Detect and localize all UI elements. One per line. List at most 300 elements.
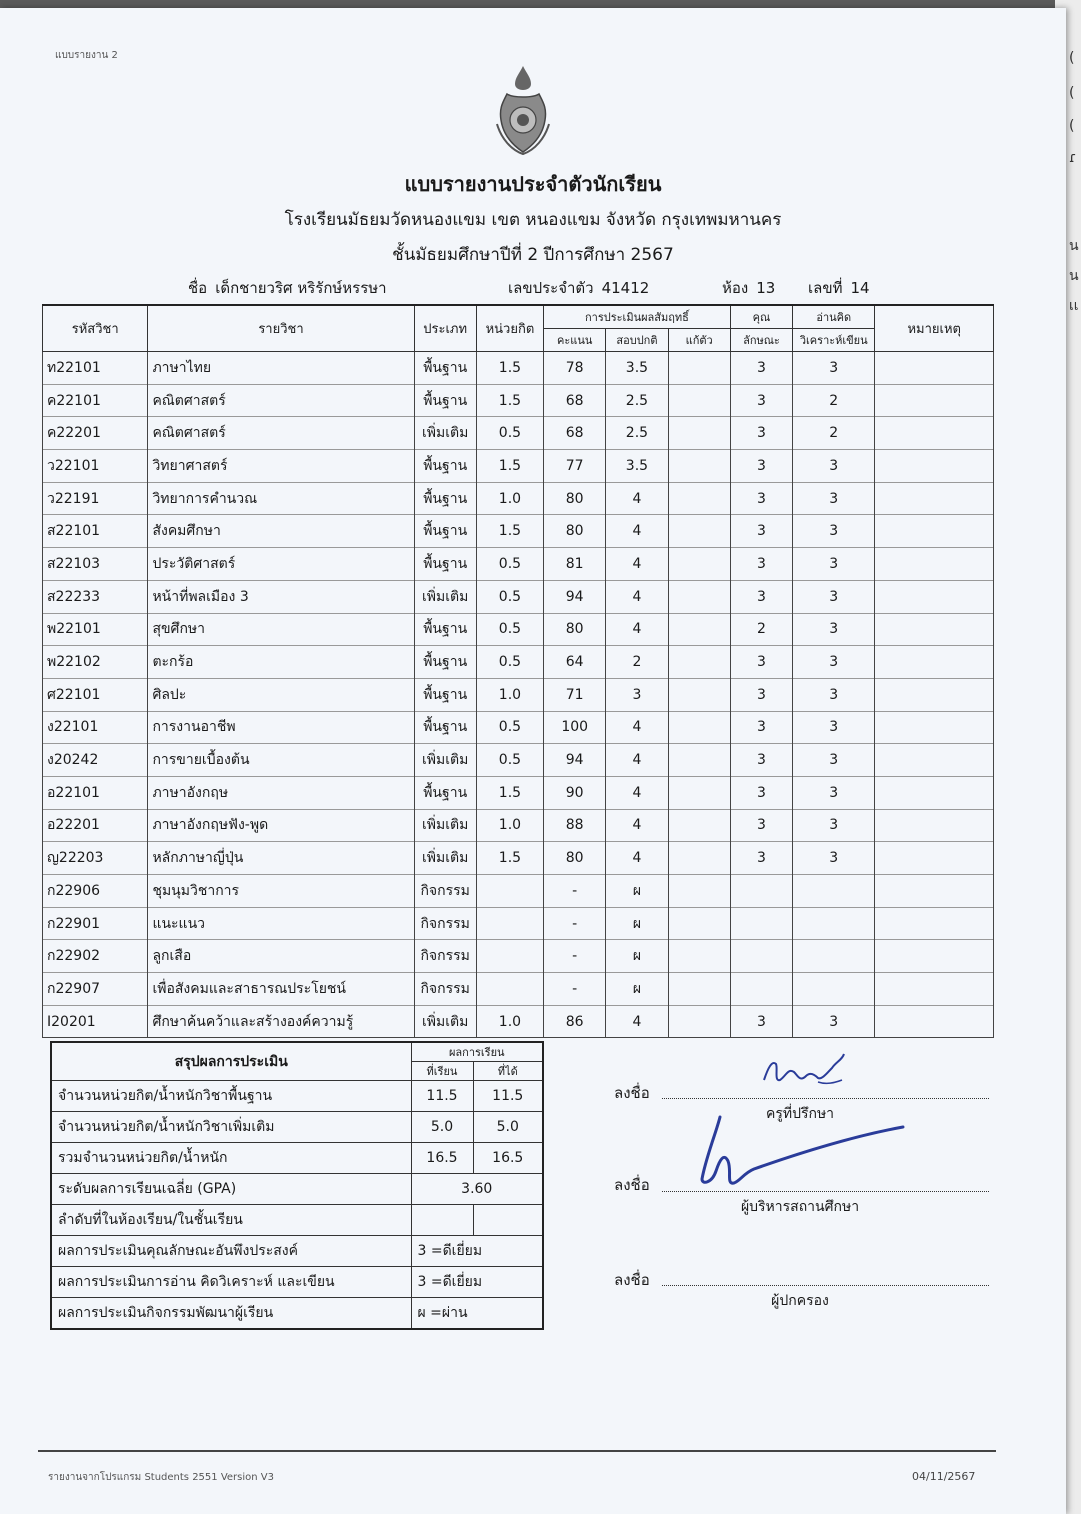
- subject-type: พื้นฐาน: [414, 646, 476, 679]
- school-line: โรงเรียนมัธยมวัดหนองแขม เขต หนองแขม จังหวัด กรุงเทพมหานคร: [284, 210, 782, 230]
- summary-row-label: รวมจำนวนหน่วยกิต/น้ำหนัก: [51, 1143, 411, 1174]
- director-sign-label: ลงชื่อ: [614, 1176, 650, 1194]
- parent-sign-label: ลงชื่อ: [614, 1271, 650, 1289]
- subject-reading: 3: [793, 744, 875, 777]
- subject-code: ก22906: [43, 875, 148, 908]
- subject-retake: [668, 646, 730, 679]
- subject-grade: 4: [606, 548, 668, 581]
- summary-earned-header: ที่ได้: [473, 1062, 543, 1081]
- subject-code: ญ22203: [43, 842, 148, 875]
- subject-remark: [875, 842, 994, 875]
- subject-retake: [668, 776, 730, 809]
- subject-remark: [875, 809, 994, 842]
- subject-name: ภาษาอังกฤษฟัง-พูด: [148, 809, 414, 842]
- subject-score: 81: [544, 548, 606, 581]
- student-id-field: [508, 276, 649, 300]
- table-row: [43, 678, 994, 711]
- subject-type: พื้นฐาน: [414, 711, 476, 744]
- subject-retake: [668, 482, 730, 515]
- subject-name: ประวัติศาสตร์: [148, 548, 414, 581]
- subject-code: พ22102: [43, 646, 148, 679]
- subject-character: 3: [730, 580, 792, 613]
- subject-remark: [875, 384, 994, 417]
- subject-reading: 3: [793, 646, 875, 679]
- subject-name: คณิตศาสตร์: [148, 417, 414, 450]
- subject-grade: 2: [606, 646, 668, 679]
- summary-result-header: ผลการเรียน: [411, 1042, 543, 1062]
- subject-remark: [875, 482, 994, 515]
- subject-credit: 1.5: [476, 776, 543, 809]
- subject-name: ศึกษาค้นคว้าและสร้างองค์ความรู้: [148, 1005, 414, 1038]
- subject-reading: 3: [793, 580, 875, 613]
- summary-row: [51, 1081, 543, 1112]
- subject-character: [730, 907, 792, 940]
- summary-row-earned: 16.5: [473, 1143, 543, 1174]
- subject-remark: [875, 417, 994, 450]
- subject-grade: ผ: [606, 940, 668, 973]
- table-row: [43, 384, 994, 417]
- subject-grade: 4: [606, 809, 668, 842]
- subject-character: 3: [730, 515, 792, 548]
- subject-score: -: [544, 940, 606, 973]
- subject-code: พ22101: [43, 613, 148, 646]
- subject-score: 64: [544, 646, 606, 679]
- subject-remark: [875, 875, 994, 908]
- gpa-row: [51, 1174, 543, 1205]
- subject-type: พื้นฐาน: [414, 450, 476, 483]
- form-code: แบบรายงาน 2: [55, 50, 118, 61]
- subject-reading: 3: [793, 548, 875, 581]
- subject-credit: 0.5: [476, 417, 543, 450]
- subject-grade: ผ: [606, 973, 668, 1006]
- footer-divider: [38, 1450, 996, 1452]
- subject-remark: [875, 776, 994, 809]
- summary-row-studied: 16.5: [411, 1143, 473, 1174]
- subject-type: พื้นฐาน: [414, 352, 476, 385]
- subject-name: สังคมศึกษา: [148, 515, 414, 548]
- subject-type: เพิ่มเติม: [414, 1005, 476, 1038]
- subject-score: 100: [544, 711, 606, 744]
- subject-grade: 4: [606, 580, 668, 613]
- subject-grade: 2.5: [606, 417, 668, 450]
- subject-credit: 1.5: [476, 384, 543, 417]
- summary-row-studied: 5.0: [411, 1112, 473, 1143]
- school-emblem-icon: [493, 64, 553, 156]
- subject-reading: 3: [793, 711, 875, 744]
- subject-code: ง22101: [43, 711, 148, 744]
- subject-retake: [668, 842, 730, 875]
- footer-date: 04/11/2567: [912, 1470, 976, 1483]
- rank-class-value: [473, 1205, 543, 1236]
- advisor-sign-label: ลงชื่อ: [614, 1084, 650, 1102]
- subject-character: 3: [730, 1005, 792, 1038]
- subject-code: ก22907: [43, 973, 148, 1006]
- subject-score: 80: [544, 842, 606, 875]
- subject-score: 94: [544, 744, 606, 777]
- header-remark: หมายเหตุ: [875, 305, 994, 352]
- advisor-signature: [758, 1050, 854, 1092]
- summary-row-label: จำนวนหน่วยกิต/น้ำหนักวิชาพื้นฐาน: [51, 1081, 411, 1112]
- table-row: [43, 515, 994, 548]
- subject-reading: 3: [793, 515, 875, 548]
- table-row: [43, 842, 994, 875]
- grade-rows: [43, 352, 994, 1038]
- subject-remark: [875, 1005, 994, 1038]
- subject-score: -: [544, 907, 606, 940]
- subject-name: ชุมนุมวิชาการ: [148, 875, 414, 908]
- subject-retake: [668, 907, 730, 940]
- subject-name: หน้าที่พลเมือง 3: [148, 580, 414, 613]
- subject-score: 80: [544, 613, 606, 646]
- subject-credit: [476, 973, 543, 1006]
- subject-credit: 1.5: [476, 842, 543, 875]
- subject-type: กิจกรรม: [414, 973, 476, 1006]
- seat-number-label: เลขที่: [808, 279, 843, 297]
- subject-code: ท22101: [43, 352, 148, 385]
- subject-type: พื้นฐาน: [414, 678, 476, 711]
- subject-character: 3: [730, 776, 792, 809]
- subject-reading: 3: [793, 678, 875, 711]
- subject-type: พื้นฐาน: [414, 548, 476, 581]
- subject-character: [730, 875, 792, 908]
- subject-grade: 4: [606, 613, 668, 646]
- subject-credit: 0.5: [476, 744, 543, 777]
- subject-retake: [668, 940, 730, 973]
- header-reading-top: อ่านคิด: [793, 305, 875, 329]
- summary-row: [51, 1112, 543, 1143]
- subject-remark: [875, 646, 994, 679]
- advisor-role: ครูที่ปรึกษา: [765, 1106, 835, 1122]
- subject-credit: 1.5: [476, 352, 543, 385]
- subject-retake: [668, 1005, 730, 1038]
- subject-retake: [668, 548, 730, 581]
- student-id: 41412: [601, 279, 650, 297]
- subject-credit: 0.5: [476, 548, 543, 581]
- summary-row-earned: 5.0: [473, 1112, 543, 1143]
- summary-table: [50, 1041, 544, 1330]
- subject-code: ง20242: [43, 744, 148, 777]
- subject-type: เพิ่มเติม: [414, 842, 476, 875]
- subject-credit: 1.5: [476, 515, 543, 548]
- subject-retake: [668, 515, 730, 548]
- subject-reading: 3: [793, 842, 875, 875]
- gpa-label: ระดับผลการเรียนเฉลี่ย (GPA): [51, 1174, 411, 1205]
- subject-reading: [793, 875, 875, 908]
- student-name-field: [188, 276, 387, 300]
- subject-character: [730, 973, 792, 1006]
- subject-code: ก22902: [43, 940, 148, 973]
- subject-character: 3: [730, 450, 792, 483]
- subject-retake: [668, 744, 730, 777]
- subject-code: อ22201: [43, 809, 148, 842]
- subject-score: 86: [544, 1005, 606, 1038]
- subject-reading: [793, 940, 875, 973]
- table-row: [43, 613, 994, 646]
- summary-row-label: จำนวนหน่วยกิต/น้ำหนักวิชาเพิ่มเติม: [51, 1112, 411, 1143]
- subject-type: พื้นฐาน: [414, 384, 476, 417]
- subject-code: ว22191: [43, 482, 148, 515]
- subject-name: คณิตศาสตร์: [148, 384, 414, 417]
- subject-retake: [668, 450, 730, 483]
- subject-code: ค22101: [43, 384, 148, 417]
- header-subject: รายวิชา: [148, 305, 414, 352]
- table-row: [43, 417, 994, 450]
- subject-code: ก22901: [43, 907, 148, 940]
- subject-score: 90: [544, 776, 606, 809]
- subject-grade: 3.5: [606, 352, 668, 385]
- grades-table: [42, 304, 994, 1038]
- subject-code: ศ22101: [43, 678, 148, 711]
- subject-score: 68: [544, 417, 606, 450]
- subject-character: 3: [730, 809, 792, 842]
- subject-credit: [476, 875, 543, 908]
- student-name-label: ชื่อ: [188, 279, 208, 297]
- subject-character: 3: [730, 384, 792, 417]
- adjacent-page-edge: ( ( ( ɾ น น เเ: [1055, 0, 1081, 1514]
- header-character-bottom: ลักษณะ: [730, 329, 792, 352]
- seat-number-field: [808, 276, 870, 300]
- subject-retake: [668, 580, 730, 613]
- subject-retake: [668, 809, 730, 842]
- summary-studied-header: ที่เรียน: [411, 1062, 473, 1081]
- subject-code: ส22103: [43, 548, 148, 581]
- subject-name: วิทยาศาสตร์: [148, 450, 414, 483]
- parent-sign-line: [662, 1284, 989, 1286]
- subject-retake: [668, 711, 730, 744]
- subject-reading: 3: [793, 809, 875, 842]
- subject-remark: [875, 450, 994, 483]
- table-row: [43, 809, 994, 842]
- table-row: [43, 907, 994, 940]
- subject-type: กิจกรรม: [414, 940, 476, 973]
- subject-grade: 4: [606, 515, 668, 548]
- subject-score: 88: [544, 809, 606, 842]
- subject-score: 77: [544, 450, 606, 483]
- character-label: ผลการประเมินคุณลักษณะอันพึงประสงค์: [51, 1236, 411, 1267]
- subject-name: ภาษาไทย: [148, 352, 414, 385]
- subject-code: ว22101: [43, 450, 148, 483]
- header-type: ประเภท: [414, 305, 476, 352]
- subject-reading: 3: [793, 1005, 875, 1038]
- subject-name: วิทยาการคำนวณ: [148, 482, 414, 515]
- subject-credit: 0.5: [476, 613, 543, 646]
- subject-code: ค22201: [43, 417, 148, 450]
- grade-year-line: ชั้นมัธยมศึกษาปีที่ 2 ปีการศึกษา 2567: [392, 245, 674, 265]
- table-row: [43, 973, 994, 1006]
- footer-program: รายงานจากโปรแกรม Students 2551 Version V3: [48, 1472, 274, 1483]
- table-row: [43, 646, 994, 679]
- director-signature: [698, 1113, 908, 1193]
- subject-character: 3: [730, 417, 792, 450]
- table-row: [43, 580, 994, 613]
- subject-remark: [875, 907, 994, 940]
- header-character-top: คุณ: [730, 305, 792, 329]
- reading-value: 3 =ดีเยี่ยม: [411, 1267, 543, 1298]
- subject-remark: [875, 973, 994, 1006]
- header-code: รหัสวิชา: [43, 305, 148, 352]
- subject-remark: [875, 352, 994, 385]
- subject-retake: [668, 875, 730, 908]
- table-row: [43, 744, 994, 777]
- header-reading-bottom: วิเคราะห์เขียน: [793, 329, 875, 352]
- advisor-sign-line: [662, 1097, 989, 1099]
- summary-row-studied: 11.5: [411, 1081, 473, 1112]
- report-sheet: [0, 8, 1066, 1514]
- gpa-value: 3.60: [411, 1174, 543, 1205]
- subject-score: 80: [544, 482, 606, 515]
- subject-type: กิจกรรม: [414, 875, 476, 908]
- subject-credit: [476, 907, 543, 940]
- subject-type: เพิ่มเติม: [414, 417, 476, 450]
- subject-reading: 3: [793, 352, 875, 385]
- subject-name: เพื่อสังคมและสาธารณประโยชน์: [148, 973, 414, 1006]
- table-row: [43, 940, 994, 973]
- table-row: [43, 776, 994, 809]
- subject-type: พื้นฐาน: [414, 515, 476, 548]
- subject-name: ศิลปะ: [148, 678, 414, 711]
- header-normal-exam: สอบปกติ: [606, 329, 668, 352]
- subject-credit: 0.5: [476, 646, 543, 679]
- subject-grade: 4: [606, 776, 668, 809]
- subject-grade: 4: [606, 711, 668, 744]
- subject-reading: [793, 973, 875, 1006]
- subject-name: ภาษาอังกฤษ: [148, 776, 414, 809]
- subject-name: แนะแนว: [148, 907, 414, 940]
- subject-credit: 1.0: [476, 678, 543, 711]
- subject-credit: 1.0: [476, 1005, 543, 1038]
- subject-retake: [668, 973, 730, 1006]
- subject-code: อ22101: [43, 776, 148, 809]
- subject-retake: [668, 678, 730, 711]
- summary-row: [51, 1143, 543, 1174]
- subject-remark: [875, 678, 994, 711]
- subject-score: 94: [544, 580, 606, 613]
- subject-credit: 1.5: [476, 450, 543, 483]
- rank-room-value: [411, 1205, 473, 1236]
- subject-credit: [476, 940, 543, 973]
- subject-code: ส22233: [43, 580, 148, 613]
- subject-remark: [875, 580, 994, 613]
- subject-credit: 1.0: [476, 482, 543, 515]
- room-number: 13: [756, 279, 776, 297]
- subject-retake: [668, 384, 730, 417]
- subject-character: 3: [730, 711, 792, 744]
- subject-remark: [875, 613, 994, 646]
- subject-type: พื้นฐาน: [414, 482, 476, 515]
- header-score: คะแนน: [544, 329, 606, 352]
- subject-grade: 3: [606, 678, 668, 711]
- subject-score: -: [544, 973, 606, 1006]
- subject-retake: [668, 352, 730, 385]
- subject-name: สุขศึกษา: [148, 613, 414, 646]
- subject-remark: [875, 515, 994, 548]
- subject-character: [730, 940, 792, 973]
- table-row: [43, 1005, 994, 1038]
- subject-reading: 3: [793, 482, 875, 515]
- subject-character: 3: [730, 646, 792, 679]
- subject-credit: 1.0: [476, 809, 543, 842]
- subject-remark: [875, 940, 994, 973]
- subject-remark: [875, 744, 994, 777]
- subject-reading: 3: [793, 776, 875, 809]
- subject-character: 3: [730, 548, 792, 581]
- subject-grade: 3.5: [606, 450, 668, 483]
- subject-credit: 0.5: [476, 580, 543, 613]
- summary-title: สรุปผลการประเมิน: [51, 1042, 411, 1081]
- header-assessment: การประเมินผลสัมฤทธิ์: [544, 305, 731, 329]
- subject-score: -: [544, 875, 606, 908]
- subject-retake: [668, 417, 730, 450]
- subject-type: เพิ่มเติม: [414, 744, 476, 777]
- subject-retake: [668, 613, 730, 646]
- subject-remark: [875, 548, 994, 581]
- table-row: [43, 352, 994, 385]
- reading-label: ผลการประเมินการอ่าน คิดวิเคราะห์ และเขียน: [51, 1267, 411, 1298]
- subject-name: หลักภาษาญี่ปุ่น: [148, 842, 414, 875]
- activity-value: ผ =ผ่าน: [411, 1298, 543, 1330]
- subject-reading: 2: [793, 384, 875, 417]
- subject-type: เพิ่มเติม: [414, 809, 476, 842]
- subject-credit: 0.5: [476, 711, 543, 744]
- character-row: [51, 1236, 543, 1267]
- reading-row: [51, 1267, 543, 1298]
- subject-score: 71: [544, 678, 606, 711]
- subject-reading: [793, 907, 875, 940]
- subject-character: 3: [730, 842, 792, 875]
- advisor-handwritten-name: ปิยวรรณ์: [758, 1050, 762, 1051]
- room-label: ห้อง: [722, 279, 749, 297]
- subject-name: การงานอาชีพ: [148, 711, 414, 744]
- subject-name: ตะกร้อ: [148, 646, 414, 679]
- subject-name: ลูกเสือ: [148, 940, 414, 973]
- subject-grade: 2.5: [606, 384, 668, 417]
- table-row: [43, 711, 994, 744]
- table-row: [43, 450, 994, 483]
- rank-row: [51, 1205, 543, 1236]
- activity-row: [51, 1298, 543, 1330]
- subject-reading: 3: [793, 450, 875, 483]
- header-retake: แก้ตัว: [668, 329, 730, 352]
- subject-reading: 3: [793, 613, 875, 646]
- subject-remark: [875, 711, 994, 744]
- character-value: 3 =ดีเยี่ยม: [411, 1236, 543, 1267]
- activity-label: ผลการประเมินกิจกรรมพัฒนาผู้เรียน: [51, 1298, 411, 1330]
- student-name: เด็กชายวริศ หริรักษ์หรรษา: [215, 279, 387, 297]
- subject-character: 2: [730, 613, 792, 646]
- parent-role: ผู้ปกครอง: [771, 1293, 829, 1309]
- subject-type: พื้นฐาน: [414, 776, 476, 809]
- subject-grade: 4: [606, 744, 668, 777]
- seat-number: 14: [850, 279, 870, 297]
- subject-grade: 4: [606, 482, 668, 515]
- subject-character: 3: [730, 352, 792, 385]
- header-credit: หน่วยกิต: [476, 305, 543, 352]
- subject-reading: 2: [793, 417, 875, 450]
- table-row: [43, 482, 994, 515]
- subject-character: 3: [730, 744, 792, 777]
- director-role: ผู้บริหารสถานศึกษา: [740, 1199, 860, 1215]
- table-row: [43, 548, 994, 581]
- subject-name: การขายเบื้องต้น: [148, 744, 414, 777]
- rank-label: ลำดับที่ในห้องเรียน/ในชั้นเรียน: [51, 1205, 411, 1236]
- subject-type: เพิ่มเติม: [414, 580, 476, 613]
- subject-grade: 4: [606, 842, 668, 875]
- table-row: [43, 875, 994, 908]
- subject-code: ส22101: [43, 515, 148, 548]
- summary-row-earned: 11.5: [473, 1081, 543, 1112]
- subject-character: 3: [730, 482, 792, 515]
- subject-code: I20201: [43, 1005, 148, 1038]
